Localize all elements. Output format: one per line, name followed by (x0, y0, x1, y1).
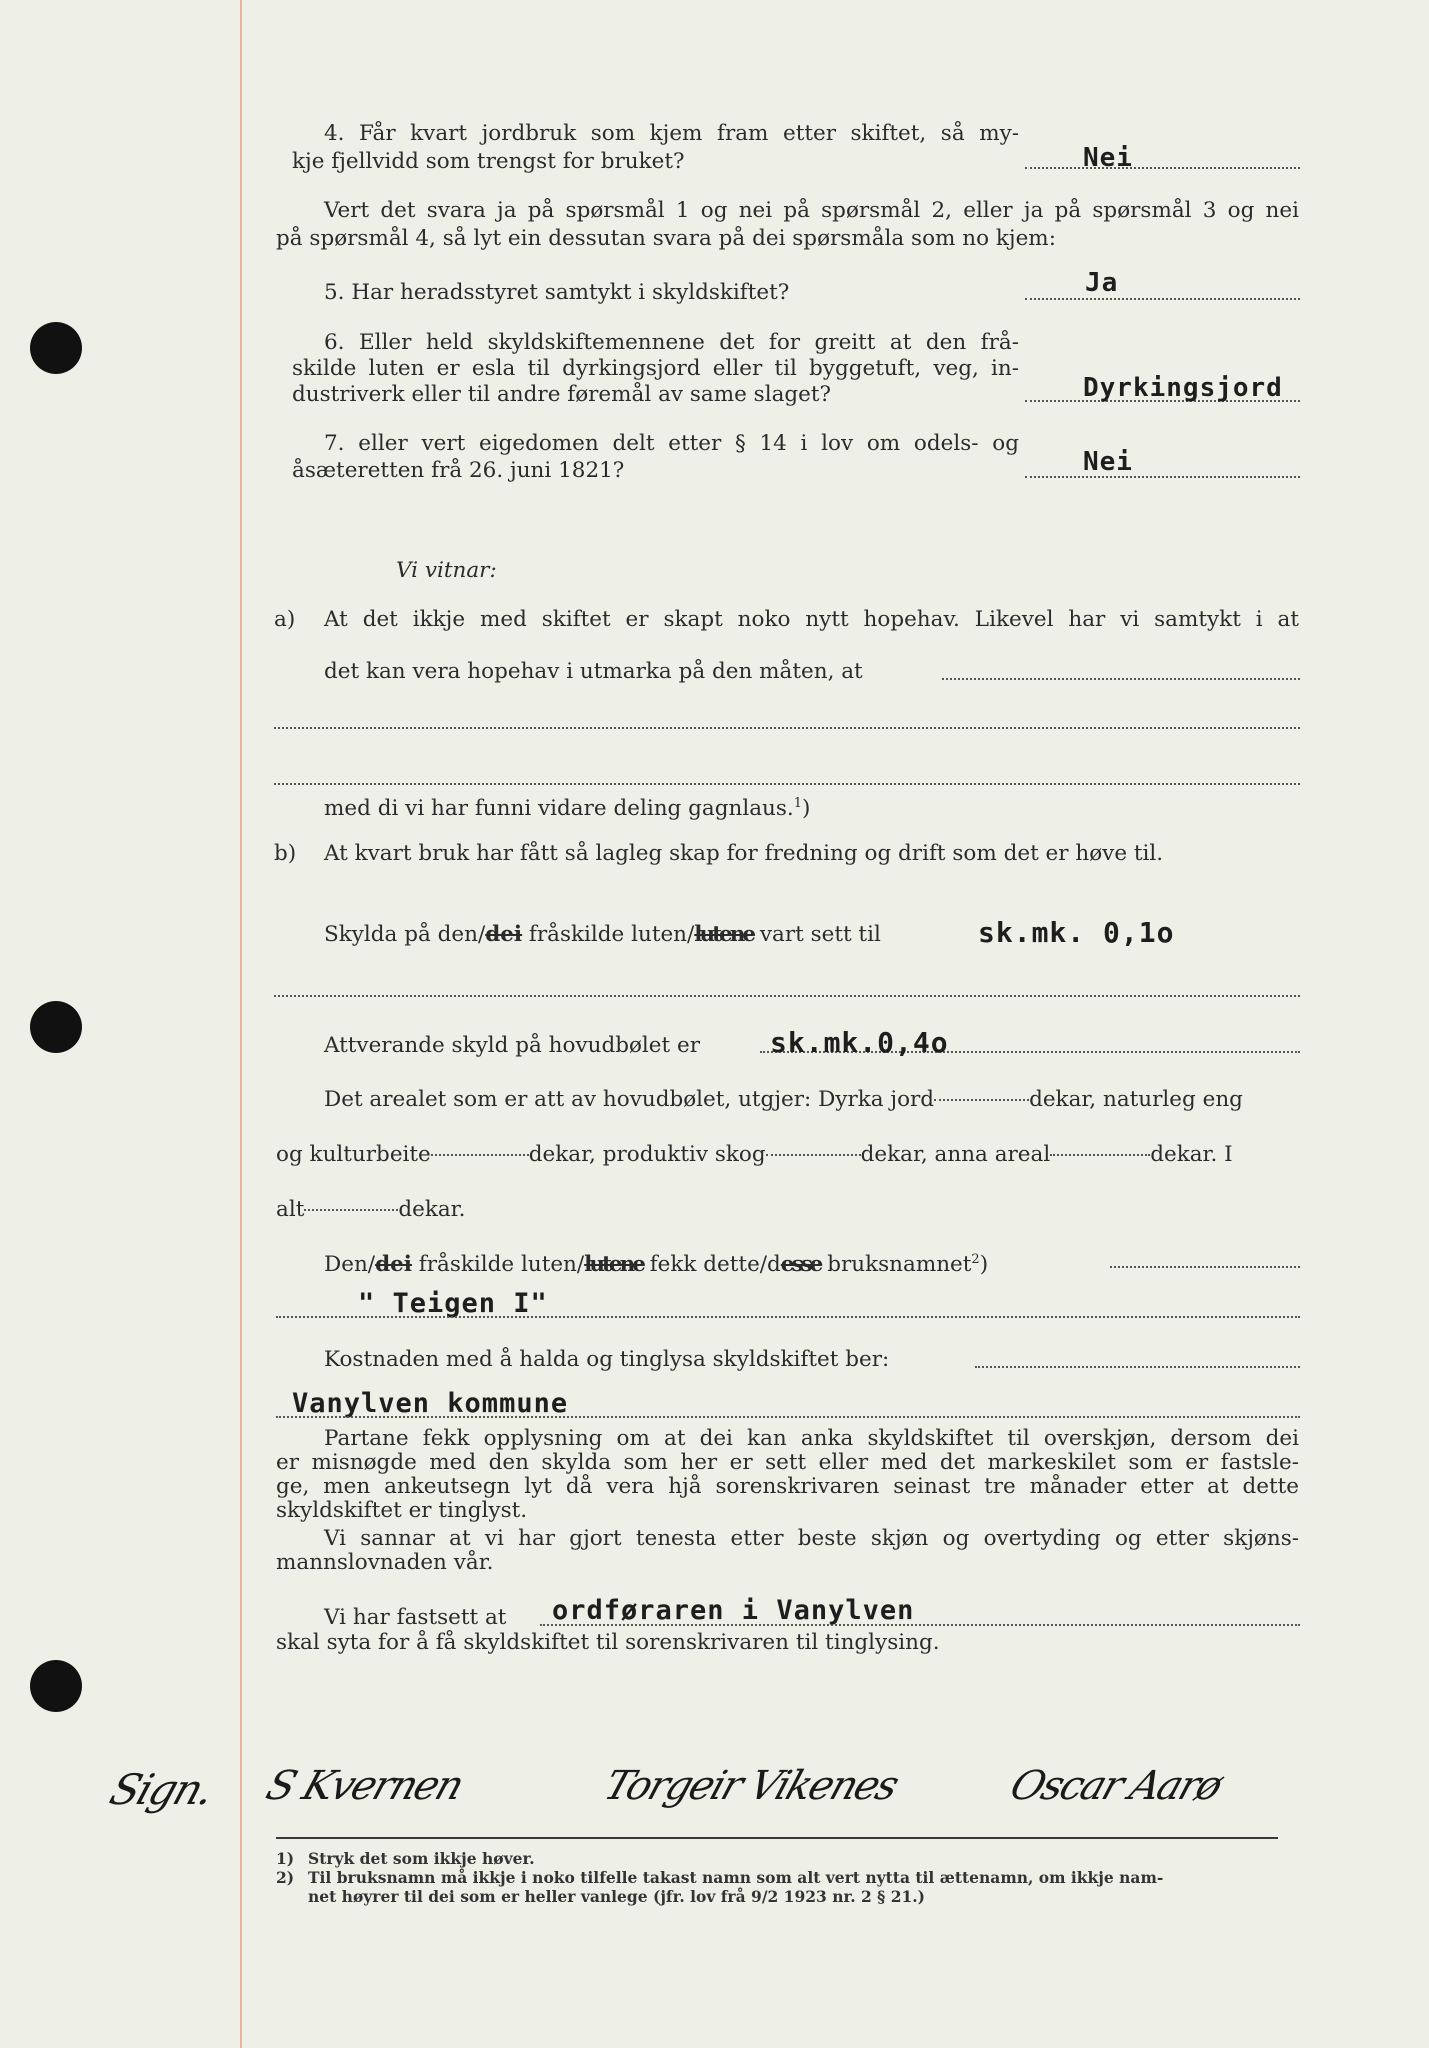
binder-hole (30, 1001, 82, 1053)
footnote-1-marker: 1) (276, 1849, 295, 1868)
answer-q6: Dyrkingsjord (1083, 373, 1283, 403)
area-line1: Det arealet som er att av hovudbølet, utgjer: Dyrka jord dekar, naturleg eng (324, 1087, 1243, 1112)
remaining-value: sk.mk.0,4o (770, 1026, 949, 1059)
struck-text: lutene (584, 1252, 643, 1278)
cost-value: Vanylven kommune (292, 1388, 569, 1419)
binder-hole (30, 1660, 82, 1712)
struck-text: esse (780, 1252, 821, 1278)
answer-line (1025, 476, 1300, 478)
answer-line (1025, 167, 1300, 169)
binder-hole (30, 322, 82, 374)
answer-q5: Ja (1085, 268, 1119, 298)
name-line: Den/dei fråskilde luten/lutene fekk dette/desse bruksnamnet$^2$) (324, 1252, 989, 1278)
intro-line2: på spørsmål 4, så lyt ein dessutan svara på dei spørsmåla som no kjem: (276, 226, 1056, 251)
fastsett-line2: skal syta for å få skyldskiftet til sorenskrivaren til tinglysing. (276, 1630, 940, 1655)
witness-a-line2: det kan vera hopehav i utmarka på den måten, at (324, 659, 863, 684)
fill-line (942, 678, 1300, 680)
question-5: 5. Har heradsstyret samtykt i skyldskiftet? (324, 280, 790, 305)
remaining-label: Attverande skyld på hovudbølet er (324, 1033, 700, 1058)
margin-rule (240, 0, 242, 2048)
footnote-2-line1: Til bruksnamn må ikkje i noko tilfelle takast namn som alt vert nytta til ættenamn, om ikkje nam- (308, 1868, 1164, 1887)
signature-prefix: Sign. (104, 1765, 220, 1814)
question-4-line2: kje fjellvidd som trengst for bruket? (292, 149, 685, 174)
witness-b-line1: At kvart bruk har fått så lagleg skap for fredning og drift som det er høve til. (324, 841, 1164, 866)
witness-a-line3: med di vi har funni vidare deling gagnlaus.$^1$) (324, 796, 811, 822)
fill-line (1110, 1266, 1300, 1268)
footnote-1: Stryk det som ikkje høver. (308, 1849, 535, 1868)
signature-rule (276, 1837, 1278, 1839)
witness-heading: Vi vitnar: (396, 558, 497, 583)
signature-1: S Kvernen (260, 1763, 469, 1809)
fill-line (975, 1366, 1300, 1368)
cost-label: Kostnaden med å halda og tinglysa skyldskiftet ber: (324, 1347, 890, 1372)
signature-2: Torgeir Vikenes (598, 1763, 904, 1809)
appeal-line1: Partane fekk opplysning om at dei kan anka skyldskiftet til overskjøn, dersom dei (324, 1426, 1299, 1451)
footnote-2-line2: net høyrer til dei som er heller vanlege (jfr. lov frå 9/2 1923 nr. 2 § 21.) (308, 1887, 925, 1906)
question-7-line2: åsæteretten frå 26. juni 1821? (292, 458, 625, 483)
appeal-line4: skyldskiftet er tinglyst. (276, 1498, 528, 1523)
fill-line (274, 995, 1300, 997)
signature-3: Oscar Aarø (1004, 1763, 1227, 1809)
question-6-line1: 6. Eller held skyldskiftemennene det for greitt at den frå- (324, 330, 1019, 355)
appeal-line2: er misnøgde med den skylda som her er sett eller med det markeskilet som er fastsle- (276, 1450, 1299, 1475)
fill-line (276, 1316, 1300, 1318)
question-4-line1: 4. Får kvart jordbruk som kjem fram etter skiftet, så my- (324, 121, 1019, 146)
struck-text: lutene (694, 922, 754, 947)
struck-text: dei (375, 1252, 412, 1278)
area-line2: og kulturbeite dekar, produktiv skog dekar, anna areal dekar. I (276, 1142, 1233, 1167)
skyld-value: sk.mk. 0,1o (978, 916, 1175, 949)
question-6-line2: skilde luten er esla til dyrkingsjord eller til byggetuft, veg, in- (292, 356, 1019, 381)
name-value: " Teigen I" (358, 1288, 548, 1319)
fastsett-value: ordføraren i Vanylven (552, 1595, 915, 1626)
witness-a-marker: a) (274, 607, 296, 632)
answer-q7: Nei (1083, 447, 1133, 477)
appeal-line3: ge, men ankeutsegn lyt då vera hjå sorenskrivaren seinast tre månader etter at dette (276, 1474, 1299, 1499)
fastsett-label: Vi har fastsett at (324, 1605, 507, 1630)
appeal-line5: Vi sannar at vi har gjort tenesta etter beste skjøn og overtyding og etter skjøns- (324, 1526, 1299, 1551)
intro-line1: Vert det svara ja på spørsmål 1 og nei på spørsmål 2, eller ja på spørsmål 3 og nei (324, 198, 1299, 223)
question-6-line3: dustriverk eller til andre føremål av same slaget? (292, 382, 832, 407)
answer-line (1025, 298, 1300, 300)
fill-line (274, 783, 1300, 785)
witness-b-marker: b) (274, 841, 297, 866)
question-7-line1: 7. eller vert eigedomen delt etter § 14 i lov om odels- og (324, 431, 1019, 456)
answer-q4: Nei (1083, 143, 1133, 173)
witness-a-line1: At det ikkje med skiftet er skapt noko nytt hopehav. Likevel har vi samtykt i at (324, 607, 1299, 632)
skyld-line: Skylda på den/dei fråskilde luten/lutene vart sett til (324, 922, 881, 947)
fill-line (274, 727, 1300, 729)
fill-line (276, 1416, 1300, 1418)
area-line3: alt dekar. (276, 1197, 466, 1222)
appeal-line6: mannslovnaden vår. (276, 1550, 494, 1575)
footnote-2-marker: 2) (276, 1868, 295, 1887)
struck-text: dei (485, 922, 523, 947)
